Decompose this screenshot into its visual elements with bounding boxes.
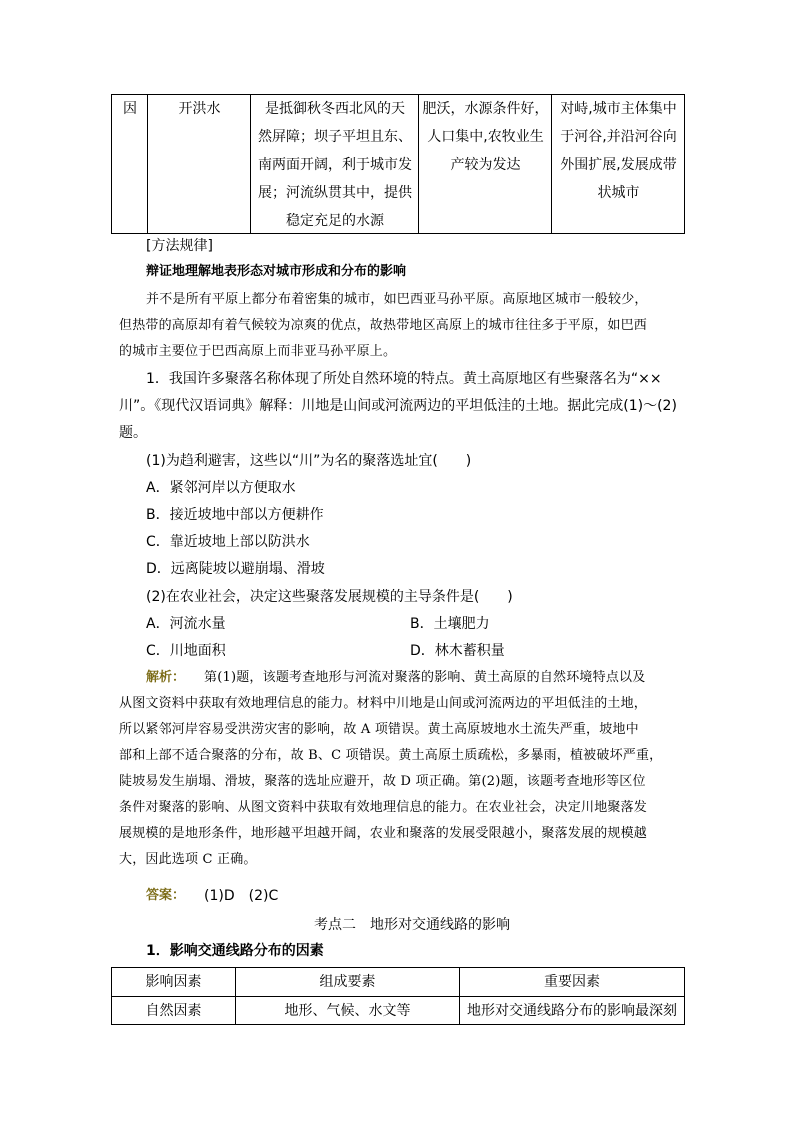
top-table-cell-5b: 于河谷,并沿河谷向: [560, 129, 677, 145]
q2-option-d: D．林木蓄积量: [410, 643, 505, 659]
top-table-cell-4c: 产较为发达: [450, 157, 521, 173]
factor-table-cell-1: 自然因素: [112, 997, 236, 1025]
q2-option-b: B．土壤肥力: [410, 616, 490, 632]
top-table-cell-5d: 状城市: [597, 185, 640, 201]
top-table: [111, 94, 685, 234]
method-para-line-3: 的城市主要位于巴西高原上而非亚马孙平原上。: [119, 344, 397, 359]
q1-option-c: C．靠近坡地上部以防洪水: [146, 534, 310, 550]
factor-table-header-row: [112, 968, 684, 996]
top-table-col-5: [552, 95, 685, 233]
top-table-cell-5c: 外围扩展,发展成带: [560, 157, 677, 173]
method-para-line-1: 并不是所有平原上都分布着密集的城市，如巴西亚马孙平原。高原地区城市一般较少，: [146, 292, 648, 307]
factor-table: [111, 967, 685, 1025]
section-subtitle: 1．影响交通线路分布的因素: [146, 943, 324, 959]
answer-label: 答案：: [146, 888, 186, 903]
top-table-cell-5a: 对峙,城市主体集中: [560, 101, 677, 117]
top-table-col-1: [112, 95, 148, 233]
top-table-cell-4b: 人口集中,农牧业生: [427, 129, 544, 145]
factor-table-header-3: 重要因素: [544, 974, 600, 990]
method-subheading: 辩证地理解地表形态对城市形成和分布的影响: [146, 264, 407, 279]
analysis-line-7: 大，因此选项 C 正确。: [119, 852, 257, 867]
top-table-cell-2: 开洪水: [178, 101, 221, 117]
q1-option-b: B．接近坡地中部以方便耕作: [146, 507, 324, 523]
top-table-col-3: [251, 95, 419, 233]
q2-option-c: C．川地面积: [146, 643, 226, 659]
factor-table-header-2: 组成要素: [236, 968, 460, 996]
top-table-col-2: [148, 95, 251, 233]
top-table-cell-3a: 是抵御秋冬西北风的天: [265, 101, 405, 117]
analysis-line-2: 所以紧邻河岸容易受洪涝灾害的影响，故 A 项错误。黄土高原坡地水土流失严重，坡地中: [119, 722, 639, 737]
method-heading: [方法规律]: [146, 238, 213, 254]
factor-table-header-1: 影响因素: [112, 968, 236, 996]
top-table-cell-4a: 肥沃，水源条件好，: [422, 101, 549, 117]
factor-table-row: [112, 996, 684, 1025]
top-table-col-4: [419, 95, 552, 233]
method-para-line-2: 但热带的高原却有着气候较为凉爽的优点，故热带地区高原上的城市往往多于平原，如巴西: [119, 318, 648, 333]
question-stem-line-3: 题。: [119, 425, 147, 441]
q2-stem: (2)在农业社会，决定这些聚落发展规模的主导条件是( ): [146, 589, 513, 605]
analysis-line-1: 从图文资料中获取有效地理信息的能力。材料中川地是山间或河流两边的平坦低洼的土地，: [119, 696, 648, 711]
answer-value: (1)D (2)C: [204, 888, 279, 904]
analysis-line-6: 展规模的是地形条件，地形越平坦越开阔，农业和聚落的发展受限越小，聚落发展的规模越: [119, 826, 648, 841]
section-title: 考点二 地形对交通线路的影响: [314, 917, 510, 933]
top-table-cell-1: 因: [123, 101, 137, 117]
top-table-cell-3b: 然屏障；坝子平坦且东、: [258, 129, 412, 145]
analysis-line-4: 陡坡易发生崩塌、滑坡，聚落的选址应避开，故 D 项正确。第(2)题，该题考查地形等区位: [119, 774, 646, 789]
analysis-first-line: 第(1)题，该题考查地形与河流对聚落的影响、黄土高原的自然环境特点以及: [204, 670, 646, 685]
analysis-label: 解析：: [146, 670, 186, 685]
factor-table-cell-3: 地形对交通线路分布的影响最深刻: [467, 1003, 677, 1019]
q2-option-a: A．河流水量: [146, 616, 226, 632]
question-stem-line-2: 川”。《现代汉语词典》解释：川地是山间或河流两边的平坦低洼的土地。据此完成(1)～(2): [119, 398, 677, 414]
q1-option-d: D．远离陡坡以避崩塌、滑坡: [146, 561, 325, 577]
top-table-cell-3e: 稳定充足的水源: [286, 213, 384, 229]
factor-table-cell-2: 地形、气候、水文等: [236, 997, 460, 1025]
analysis-line-3: 部和上部不适合聚落的分布，故 B、C 项错误。黄土高原土质疏松，多暴雨，植被破坏严重，: [119, 748, 663, 763]
q1-option-a: A．紧邻河岸以方便取水: [146, 480, 296, 496]
top-table-cell-3c: 南两面开阔，利于城市发: [258, 157, 412, 173]
question-stem-line-1: 1．我国许多聚落名称体现了所处自然环境的特点。黄土高原地区有些聚落名为“××: [146, 371, 662, 387]
top-table-cell-3d: 展；河流纵贯其中，提供: [258, 185, 412, 201]
analysis-line-5: 条件对聚落的影响、从图文资料中获取有效地理信息的能力。在农业社会，决定川地聚落发: [119, 800, 648, 815]
q1-stem: (1)为趋利避害，这些以“川”为名的聚落选址宜( ): [146, 453, 472, 469]
